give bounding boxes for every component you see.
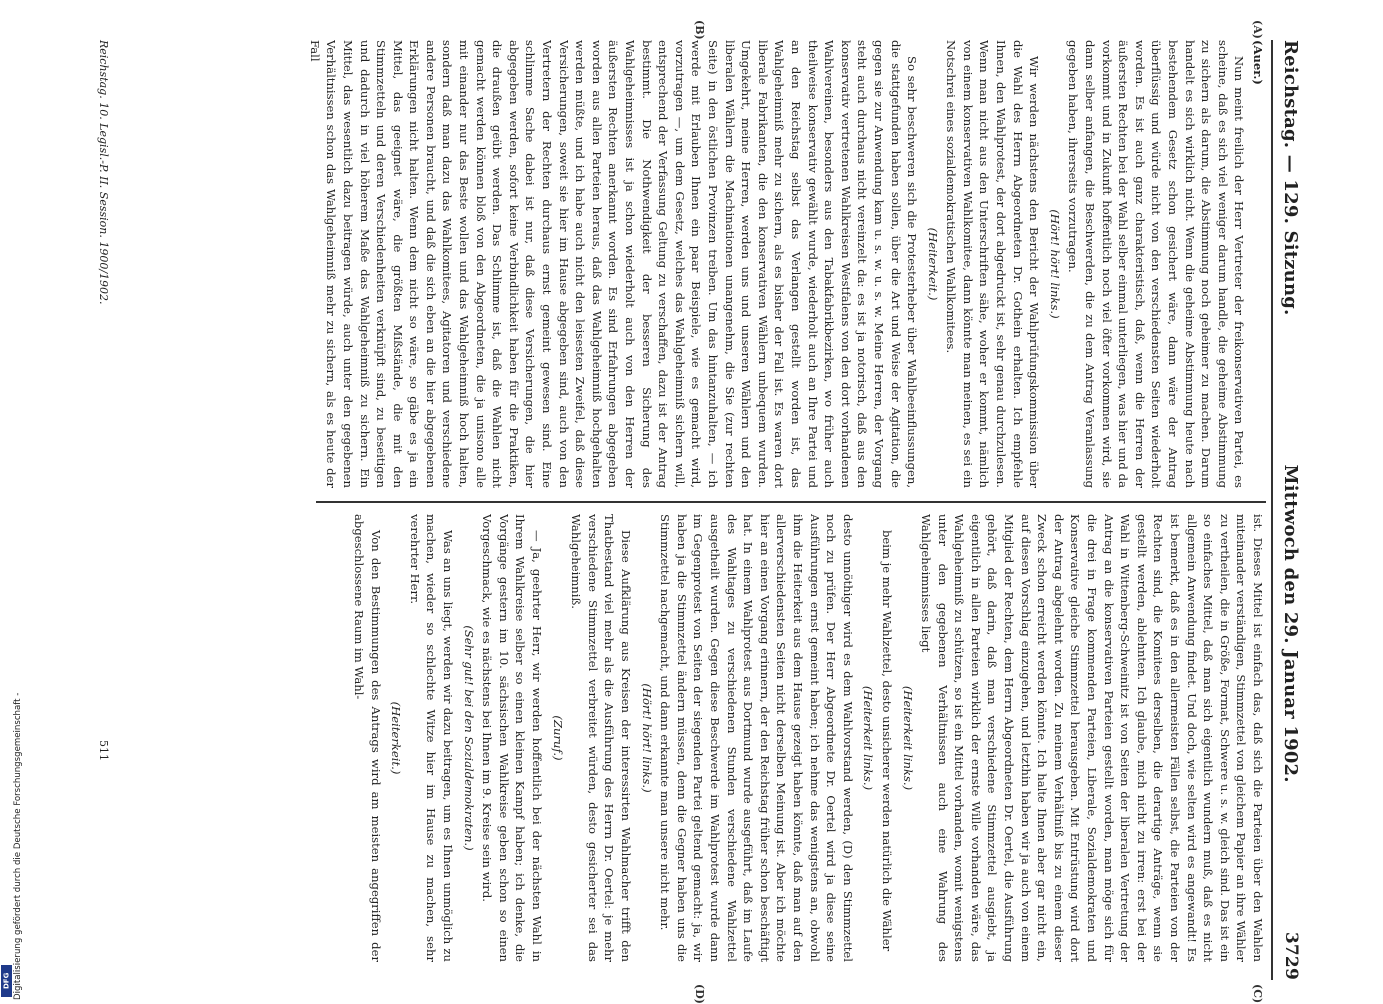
footer-sheet-number: 511: [97, 740, 110, 761]
paragraph: ist. Dieses Mittel ist einfach das, daß sich die Parteien über den Wahlen miteinander verständigen, Stimmzettel von gleichem Papier an ihre Wähler zu vertheilen, die in Größe, Format, Schwere u. s. w. gleich sind. Das ist ein so einfaches Mittel, daß man sich eigentlich wundern muß, daß es nicht allgemein Anwendung findet. Und doch, wie selten wird es angewandt! Es ist bemerkt, daß es in den allermeisten Fällen selbst, die Parteien von der Rechten sind, die Komitees derselben, die derartige Anträge, wenn sie gestellt werden, ablehnten. Ich glaube, mich nicht zu irren: erst bei der Wahl in Wittenberg-Schweinitz ist von Seiten der liberalen Vertretung der Antrag an die konservativen Parteien gestellt worden, man möge sich für die drei in Frage kommenden Parteien, Liberale, Sozialdemokraten und Konservative gleiche Stimmzettel herausgeben. Mit Entrüstung wird dort der Antrag abgelehnt worden. Zu meinem Verhältniß bis zu einem dieser Zweck schon erreicht werden könnte. Ich halte Ihnen aber gar nicht ein, auf diesen Vorschlag einzugehen, und letzthin haben wir ja auch von einem Mitglied der Rechten, dem Herrn Abgeordneten Dr. Oertel, die Ausführung gehört, daß darin, daß man verschiedene Stimmzettel ausgiebt, ja eigentlich in allen Parteien wirklich der ernste Wille vorhanden wäre, das Wahlgeheimniß zu schützen, so ist ein Mittel vorhanden, womit wenigstens unter den gegebenen Verhältnissen auch eine Wahrung des Wahlgeheimnisses liegt: [919, 514, 1265, 962]
margin-mark-a: (A): [1251, 20, 1264, 39]
margin-mark-d: (D): [693, 984, 706, 1004]
digitisation-strip: [0, 0, 23, 1000]
margin-mark-c: (C): [1251, 984, 1264, 1004]
header-center: Mittwoch den 29. Januar 1902.: [1280, 464, 1302, 783]
paragraph: desto unnöthiger wird es dem Wahlvorstand werden, (D) den Stimmzettel noch zu prüfen. Der Herr Abgeordnete Dr. Oertel wird ja diese seine Ausführungen ernst gemeint haben; ich nehme das wenigstens an, obwohl ihm die Heiterkeit aus dem Hause gezeigt haben könnte, daß man auf den allerverschiedensten Seiten nicht derselben Meinung ist. Aber ich möchte hier an einen Vorgang erinnern, der den Reichstag früher schon beschäftigt hat. In einem Wahlprotest aus Dortmund wurde ausgeführt, daß im Laufe des Wahltages zu verschiedenen Stunden verschiedene Wahlzettel ausgetheilt wurden. Gegen diese Beschwerde im Wahlprotest wurde dann im Gegenprotest von Seiten der siegenden Partei geltend gemacht: ja, wir haben ja die Stimmzettel ändern müssen, denn die Gegner haben uns die Stimmzettel nachgemacht, und dann erkannte man unsere nicht mehr.: [658, 514, 855, 962]
interjection: (Hört! hört! links.): [1047, 209, 1062, 319]
page-footer: [97, 40, 110, 980]
footer-session: Reichstag. 10. Legisl.-P. II. Session. 1900/1902.: [97, 40, 110, 305]
paragraph: So sehr beschweren sich die Protesterheber über Wahlbeeinflussungen, die stattgefunden haben sollen, über die Art und Weise der Agitation, die gegen sie zur Anwendung kam u. s. w. u. s. w. Meine Herren, der Vorgang steht auch durchaus nicht vereinzelt da: es ist ja notorisch, daß aus den konservativ vertretenen Wahlkreisen Westfalens von den dort vorhandenen Wahlvereinen, besonders aus den Tabakfabrikbezirken, wo früher auch theilweise konservativ gewählt wurde, wiederholt auch an Ihre Partei und an den Reichstag selbst das Verlangen gestellt worden ist, das Wahlgeheimniß mehr zu sichern, als es bisher der Fall ist. Es waren dort liberale Fabrikanten, die den konservativen Wählern unbequem wurden. Umgekehrt, meine Herren, werden uns und unseren Wählern und den liberalen Wählern die Machinationen unangenehm, die Sie (zur rechten Seite) in den östlichen Provinzen treiben. Um das hintanzuhalten, — ich werde mit Erlauben Ihnen ein paar Beispiele, wie es gemacht wird, vorzutragen —, um dem Gesetz, welches das Wahlgeheimniß sichern will, entsprechend der Verfassung Geltung zu verschaffen, dazu ist der Antrag bestimmt. Die Nothwendigkeit der besseren Sicherung des Wahlgeheimnisses ist ja schon wiederholt auch von den Herren der äußersten Rechten anerkannt worden. Es sind Erfahrungen abgegeben worden aus allen Parteien heraus, daß das Wahlgeheimniß hochgehalten werden müßte, und ich habe auch nicht den leisesten Zweifel, daß diese Versicherungen, soweit sie hier im Hause abgegeben sind, auch von den Vertretern der Rechten durchaus ernst gemeint gewesen sind. Eine schlimme Sache dabei ist nur, daß diese Versicherungen, die hier abgegeben werden, sofort keine Verbindlichkeit haben für die Praktiken, die draußen geübt werden. Das Schlimme ist, daß die Wahlen nicht gemacht werden können bloß von den Abgeordneten, die ja unisono alle mit einander nur das Beste wollen und das Wahlgeheimniß hoch halten, sondern daß man dazu das Wahlkomitees, Agitatoren und verschiedene andere Personen braucht, und daß die sich eben an die hier abgegebenen Erklärungen nicht halten. Wenn dem nicht so wäre, so gäbe es ja ein Mittel, das geeignet wäre, die größten Mißstände, die mit den Stimmzetteln und deren Verschiedenheiten verknüpft sind, zu beseitigen und dadurch in viel höherem Maße das Wahlgeheimniß zu sichern. Ein Mittel, das wesentlich dazu beitragen würde, auch unter den gegebenen Verhältnissen schon das Wahlgeheimniß mehr zu sichern, als es heute der Fall: [307, 40, 920, 488]
rotated-page-content: [26, 20, 1306, 1004]
interjection: (Heiterkeit.): [925, 227, 940, 301]
paragraph: beim je mehr Wahlzettel, desto unsicherer werden natürlich die Wähler: [879, 530, 894, 952]
margin-mark-b: (B): [693, 20, 706, 40]
left-column: [126, 40, 1266, 488]
paragraph: Diese Aufklärung aus Kreisen der interessirten Wahlmacher trifft den Thatbestand viel mehr als die Ausführung des Herrn Dr. Oertel: je mehr verschiedene Stimmzettel verbreitet würden, desto gesicherter sei das Wahlgeheimniß.: [569, 514, 634, 962]
header-page-number: 3729: [1281, 931, 1301, 980]
header-left: Reichstag. — 129. Sitzung.: [1280, 40, 1302, 316]
interjection: (Heiterkeit links.): [861, 685, 876, 791]
page-header: [1276, 40, 1306, 980]
header-rule: [1271, 40, 1273, 980]
paragraph: Von den Bestimmungen des Antrags wird am meisten angegriffen der abgeschlossene Raum im Wahl-: [352, 514, 383, 962]
paragraph: Nun meint freilich der Herr Vertreter der freikonservativen Partei, es scheine, daß es sich viel weniger darum handle, die geheime Abstimmung zu sichern als darum, die Abstimmung noch geheimer zu machen. Darum handelt es sich wirklich nicht. Wenn die geheime Abstimmung heute nach bestehendem Gesetz schon gesichert wäre, dann wäre der Antrag überflüssig und würde nicht von den verschiedensten Seiten wiederholt worden. Es ist auch ganz charakteristisch, daß, wenn die Herren der äußersten Rechten bei der Wahl selber einmal unterliegen, was hier und da vorkommt und in Zukunft hoffentlich noch viel öfter vorkommen wird, sie dann selber anfangen, die Beschwerden, die zu dem Antrag Veranlassung gegeben haben, ihrerseits vorzutragen.: [1066, 40, 1247, 488]
interjection: (Heiterkeit links.): [900, 685, 915, 791]
paragraph: Wir werden nächstens den Bericht der Wahlprüfungskommission über die Wahl des Herrn Abgeordneten Dr. Gothein erhalten. Ich empfehle Ihnen, den Wahlprotest, der dort abgedruckt ist, sehr genau durchzulesen. Wenn man nicht aus den Unterschriften sähe, woher er kommt, nämlich von einem konservativen Wahlkomitee, dann könnte man meinen, es sei ein Notschrei eines sozialdemokratischen Wahlkomitees.: [944, 40, 1042, 488]
speaker-name: (Auer.): [1251, 40, 1265, 85]
interjection: (Hört! hört! links.): [639, 683, 654, 793]
paragraph: Was an uns liegt, werden wir dazu beitragen, um es Ihnen unmöglich zu machen, wieder so schlechte Witze hier im Hause zu machen, sehr verehrter Herr.: [407, 514, 456, 962]
column-separator: [316, 501, 1266, 503]
right-column: [126, 514, 1266, 962]
digitisation-notice: Digitalisierung gefördert durch die Deutsche Forschungsgemeinschaft -: [13, 692, 23, 1000]
interjection: (Heiterkeit.): [389, 701, 404, 775]
interjection: (Zuruf.): [550, 715, 565, 761]
dfg-logo-icon: DFG: [1, 965, 12, 997]
paragraph: — Ja, geehrter Herr, wir werden hoffentlich bei der nächsten Wahl in Ihrem Wahlkreise selber so einen kleinen Kampf haben; ich denke, die Vorgänge gestern im 10. sächsischen Wahlkreise geben schon so einen Vorgeschmack, wie es nächstens bei Ihnen im 9. Kreise sein wird.: [480, 514, 545, 962]
interjection: (Sehr gut! bei den Sozialdemokraten.): [461, 625, 476, 851]
